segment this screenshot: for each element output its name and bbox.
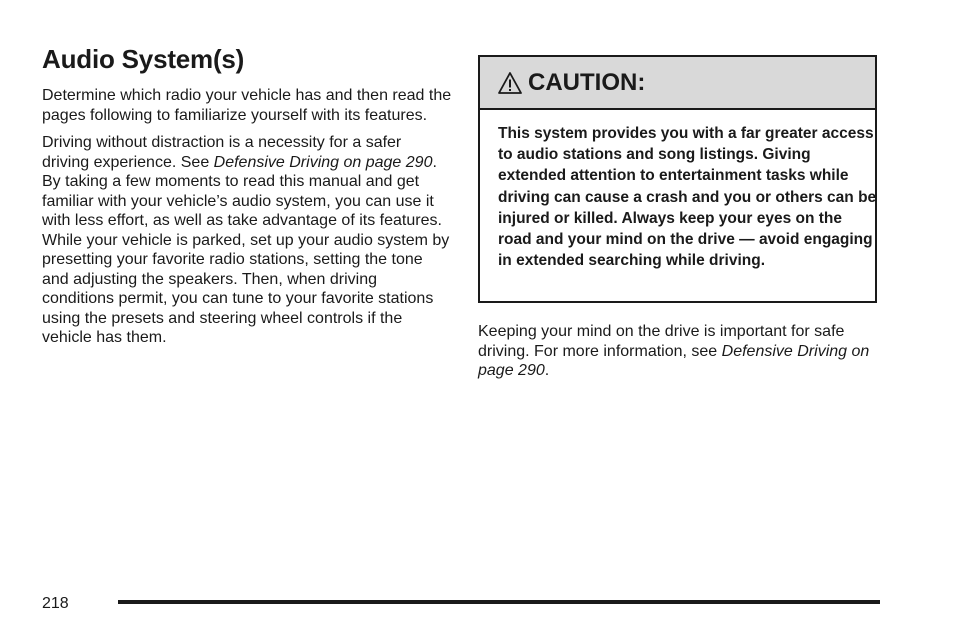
caution-header: [480, 57, 875, 110]
safe-driving-text-start: Keeping your mind on the drive is important for safe driving. For more information, see: [478, 323, 845, 360]
safe-driving-text-end: .: [544, 362, 550, 379]
caution-text: This system provides you with a far greater access to audio stations and song listings. Giving extended attention to entertainment tasks while driving can cause a crash and you or others can be injured or killed. Always keep your eyes on the road and your mind on the drive — avoid engaging in extended searching while driving.: [498, 125, 877, 270]
distraction-text-end: . By taking a few moments to read this manual and get familiar with your vehicle’s audio system, you can use it with less effort, as well as take advantage of its features. While your vehicle is parked, set up your audio system by presetting your favorite radio stations, setting the tone and adjusting the speakers. Then, when driving conditions permit, you can tune to your favorite stations using the presets and steering wheel controls if the vehicle has them.: [42, 153, 450, 346]
caution-box: [478, 55, 877, 303]
distraction-paragraph: [42, 133, 452, 348]
left-column: [42, 86, 452, 356]
caution-label: CAUTION:: [528, 68, 646, 96]
footer-rule: [118, 600, 880, 604]
defensive-driving-reference: Defensive Driving on page 290: [213, 153, 433, 171]
distraction-text-start: Driving without distraction is a necessity for a safer driving experience. See: [42, 134, 402, 171]
page-number: 218: [42, 595, 69, 612]
defensive-driving-reference-2: Defensive Driving on page 290: [478, 342, 870, 379]
intro-paragraph: Determine which radio your vehicle has and then read the pages following to familiarize yourself with its features.: [42, 87, 452, 124]
page-title: Audio System(s): [42, 44, 245, 74]
warning-triangle-icon: [498, 71, 522, 95]
safe-driving-paragraph: [478, 322, 878, 381]
